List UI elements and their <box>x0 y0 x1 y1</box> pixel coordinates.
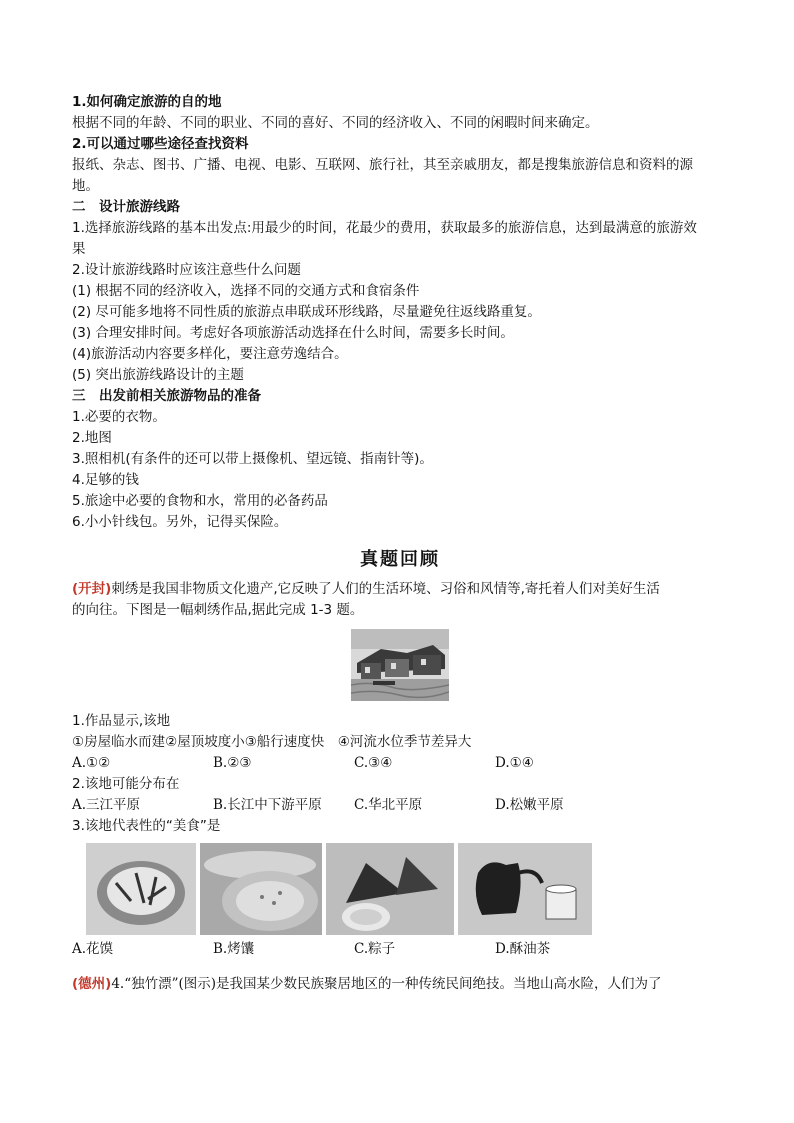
option-d: D.松嫩平原 <box>495 797 564 813</box>
section2-point: (2) 尽可能多地将不同性质的旅游点串联成环形线路，尽量避免往返线路重复。 <box>72 304 541 320</box>
option-d: D.酥油茶 <box>495 941 551 957</box>
butter-tea-image <box>458 843 592 935</box>
source-tag: (德州) <box>72 976 112 992</box>
document-page <box>72 92 728 995</box>
embroidery-image <box>351 629 449 701</box>
flower-bun-image <box>86 843 196 935</box>
q2-answer-line2: 地。 <box>72 178 99 194</box>
q2-answer-line1: 报纸、杂志、图书、广播、电视、电影、互联网、旅行社，其至亲戚朋友，都是搜集旅游信息和资料的源 <box>72 157 693 173</box>
option-c: C.华北平原 <box>354 797 423 813</box>
section2-item1-line1: 1.选择旅游线路的基本出发点:用最少的时间，花最少的费用，获取最多的旅游信息，达到最满意的旅游效 <box>72 220 697 236</box>
zongzi-image <box>326 843 454 935</box>
section3-item: 4.足够的钱 <box>72 472 139 488</box>
section2-point: (5) 突出旅游线路设计的主题 <box>72 367 244 383</box>
option-a: A.三江平原 <box>72 797 141 813</box>
section2-point: (4)旅游活动内容要多样化，要注意劳逸结合。 <box>72 346 348 362</box>
section3-item: 2.地图 <box>72 430 112 446</box>
option-d: D.①④ <box>495 755 534 771</box>
question-1-options <box>72 753 728 774</box>
option-c: C.③④ <box>354 755 393 771</box>
section3-item: 6.小小针线包。另外，记得买保险。 <box>72 514 288 530</box>
review-title: 真题回顾 <box>360 549 440 570</box>
q1-heading: 1.如何确定旅游的自的地 <box>72 94 222 110</box>
section3-item: 5.旅途中必要的食物和水，常用的必备药品 <box>72 493 328 509</box>
section3-heading: 三 出发前相关旅游物品的准备 <box>72 388 261 404</box>
question-3-options <box>72 939 728 960</box>
food-images <box>86 843 728 935</box>
review-intro-text: 刺绣是我国非物质文化遗产,它反映了人们的生活环境、习俗和风情等,寄托着人们对美好生活 <box>111 581 660 597</box>
q2-heading: 2.可以通过哪些途径查找资料 <box>72 136 249 152</box>
option-a: A.①② <box>72 755 111 771</box>
question-4-text: 4.“独竹漂”(图示)是我国某少数民族聚居地区的一种传统民间绝技。当地山高水险，人们为了 <box>111 976 662 992</box>
section2-point: (3) 合理安排时间。考虑好各项旅游活动选择在什么时间，需要多长时间。 <box>72 325 514 341</box>
question-4-line <box>72 974 728 995</box>
source-tag: (开封) <box>72 581 112 597</box>
question-1-statements: ①房屋临水而建②屋顶坡度小③船行速度快 ④河流水位季节差异大 <box>72 734 472 750</box>
section2-item1-line2: 果 <box>72 241 86 257</box>
section3-item: 1.必要的衣物。 <box>72 409 166 425</box>
option-b: B.②③ <box>213 755 252 771</box>
question-2-options <box>72 795 728 816</box>
section3-item: 3.照相机(有条件的还可以带上摄像机、望远镜、指南针等)。 <box>72 451 433 467</box>
question-2-stem: 2.该地可能分布在 <box>72 776 180 792</box>
review-intro-line1 <box>72 579 728 600</box>
naan-image <box>200 843 322 935</box>
question-3-stem: 3.该地代表性的“美食”是 <box>72 818 221 834</box>
section2-heading: 二 设计旅游线路 <box>72 199 180 215</box>
review-intro-line2: 的向往。下图是一幅刺绣作品,据此完成 1-3 题。 <box>72 602 364 618</box>
section2-item2-heading: 2.设计旅游线路时应该注意些什么问题 <box>72 262 301 278</box>
option-b: B.长江中下游平原 <box>213 797 322 813</box>
option-c: C.粽子 <box>354 941 396 957</box>
q1-answer: 根据不同的年龄、不同的职业、不同的喜好、不同的经济收入、不同的闲暇时间来确定。 <box>72 115 599 131</box>
option-a: A.花馍 <box>72 941 114 957</box>
option-b: B.烤馕 <box>213 941 255 957</box>
section2-point: (1) 根据不同的经济收入，选择不同的交通方式和食宿条件 <box>72 283 420 299</box>
question-1-stem: 1.作品显示,该地 <box>72 713 171 729</box>
